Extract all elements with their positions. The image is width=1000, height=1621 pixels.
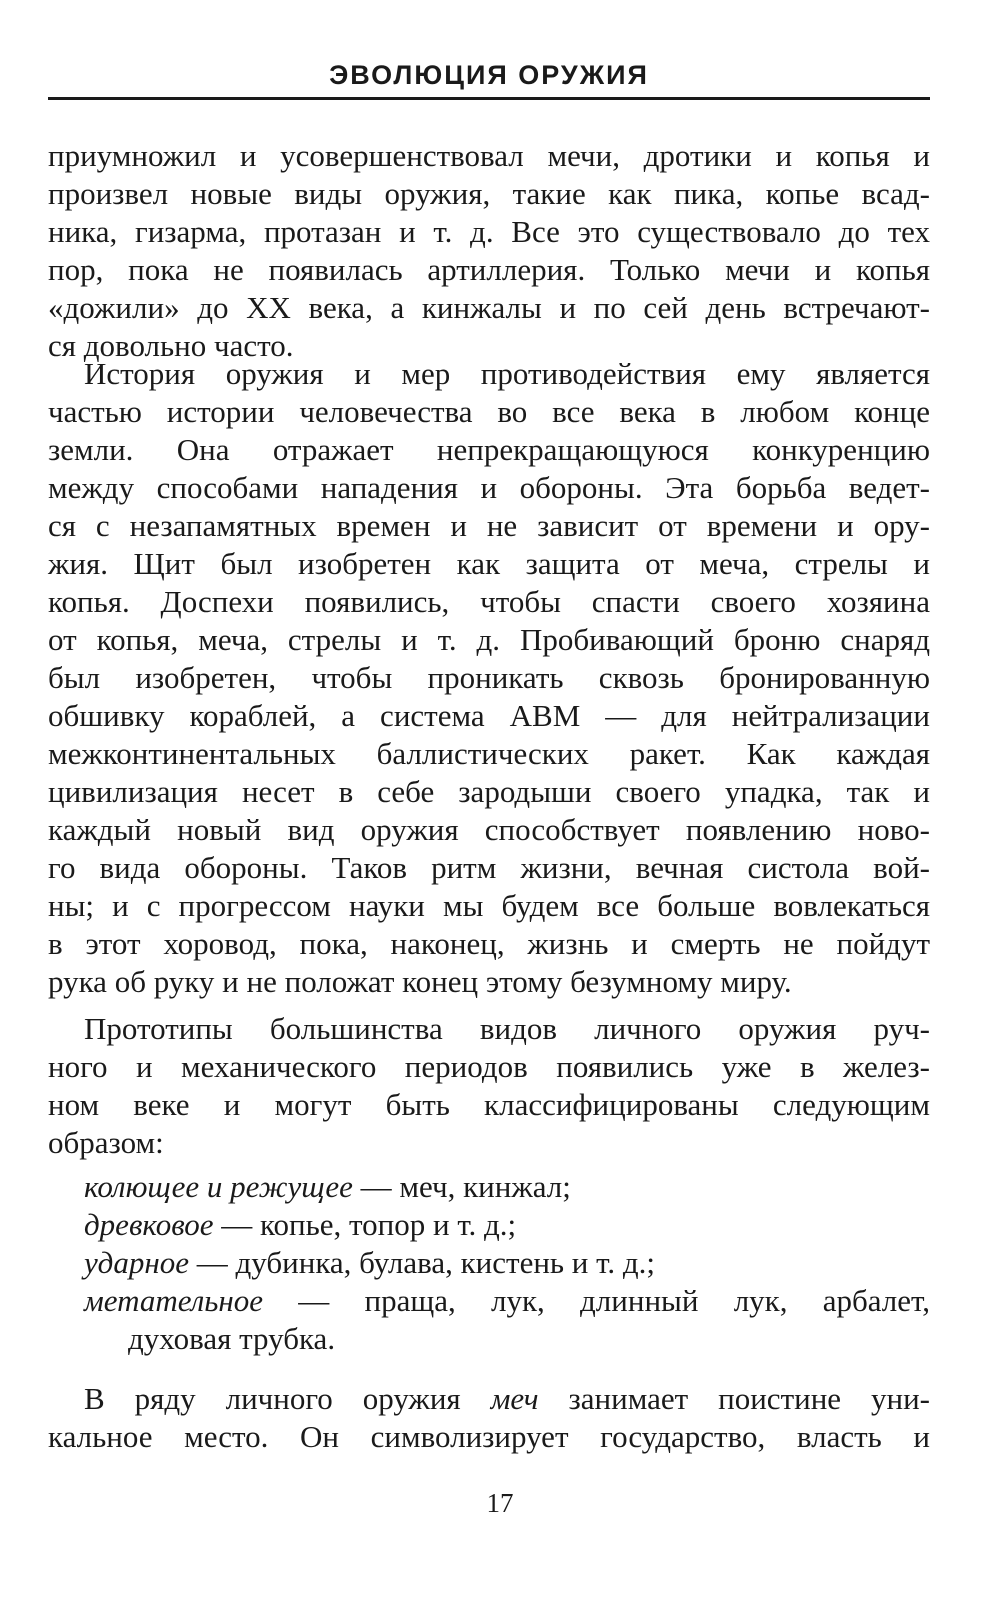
running-header: ЭВОЛЮЦИЯ ОРУЖИЯ	[329, 60, 649, 90]
text-line: ны; и с прогрессом науки мы будем все больше вовлекаться	[48, 888, 930, 923]
list-item	[48, 1282, 930, 1358]
text-line: ся довольно часто.	[48, 328, 294, 363]
paragraph-4	[48, 1380, 930, 1456]
text-line: образом:	[48, 1125, 164, 1160]
text-line	[48, 1380, 930, 1418]
header-rule	[48, 97, 930, 100]
paragraph-1	[48, 137, 930, 365]
text-run: В ряду личного оружия	[84, 1381, 491, 1416]
text-line: между способами нападения и обороны. Эта борьба ведет-	[48, 470, 930, 505]
text-line: Прототипы большинства видов личного оружия руч-	[84, 1011, 930, 1046]
text-line: межконтинентальных баллистических ракет. Как каждая	[48, 736, 930, 771]
list-item	[48, 1244, 930, 1282]
text-line: земли. Она отражает непрекращающуюся конкуренцию	[48, 432, 930, 467]
text-line: пор, пока не появилась артиллерия. Только мечи и копья	[48, 252, 930, 287]
text-line: го вида обороны. Таков ритм жизни, вечная систола вой-	[48, 850, 930, 885]
list-text: — дубинка, булава, кистень и т. д.;	[189, 1245, 655, 1280]
text-line: ся с незапамятных времен и не зависит от времени и ору-	[48, 508, 930, 543]
list-term: ударное	[84, 1245, 189, 1280]
text-line: каждый новый вид оружия способствует появлению ново-	[48, 812, 930, 847]
text-line: История оружия и мер противодействия ему является	[84, 356, 930, 391]
page-number: 17	[486, 1488, 514, 1518]
text-line: рука об руку и не положат конец этому безумному миру.	[48, 964, 792, 999]
text-line: ного и механического периодов появились уже в желез-	[48, 1049, 930, 1084]
text-line: в этот хоровод, пока, наконец, жизнь и смерть не пойдут	[48, 926, 930, 961]
text-line: копья. Доспехи появились, чтобы спасти своего хозяина	[48, 584, 930, 619]
paragraph-2	[48, 355, 930, 1001]
text-line: кальное место. Он символизирует государство, власть и	[48, 1419, 930, 1454]
list-text: — праща, лук, длинный лук, арбалет,	[263, 1283, 930, 1318]
weapon-classification-list	[48, 1168, 930, 1358]
text-line: от копья, меча, стрелы и т. д. Пробивающий броню снаряд	[48, 622, 930, 657]
list-item	[48, 1206, 930, 1244]
text-line: цивилизация несет в себе зародыши своего упадка, так и	[48, 774, 930, 809]
list-text: — меч, кинжал;	[352, 1169, 571, 1204]
text-line: обшивку кораблей, а система АВМ — для нейтрализации	[48, 698, 930, 733]
list-term: метательное	[84, 1283, 264, 1318]
list-continuation: духовая трубка.	[128, 1321, 336, 1356]
text-line: частью истории человечества во все века в любом конце	[48, 394, 930, 429]
list-item	[48, 1168, 930, 1206]
list-term: колющее и режущее	[84, 1169, 353, 1204]
text-run: занимает поистине уни-	[538, 1381, 931, 1416]
text-line: произвел новые виды оружия, такие как пика, копье всад-	[48, 176, 930, 211]
paragraph-3	[48, 1010, 930, 1162]
text-line: «дожили» до XX века, а кинжалы и по сей день встречают-	[48, 290, 930, 325]
list-term: древковое	[84, 1207, 214, 1242]
text-line: приумножил и усовершенствовал мечи, дротики и копья и	[48, 138, 930, 173]
list-text: — копье, топор и т. д.;	[213, 1207, 517, 1242]
text-line: ном веке и могут быть классифицированы следующим	[48, 1087, 930, 1122]
text-line: был изобретен, чтобы проникать сквозь бронированную	[48, 660, 930, 695]
emphasis-sword: меч	[490, 1381, 539, 1416]
text-line: ника, гизарма, протазан и т. д. Все это существовало до тех	[48, 214, 930, 249]
text-line: жия. Щит был изобретен как защита от меча, стрелы и	[48, 546, 930, 581]
